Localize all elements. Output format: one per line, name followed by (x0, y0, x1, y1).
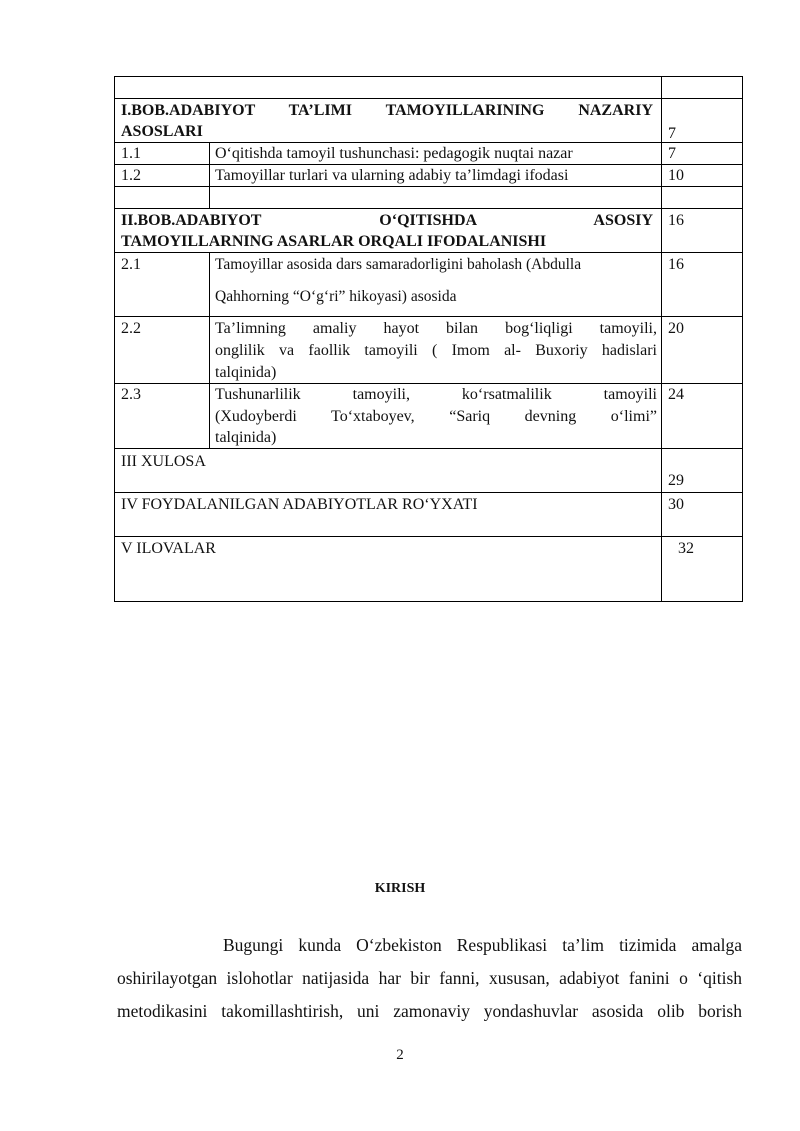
toc-section-title: Qahhorning “O‘g‘ri” hikoyasi) asosida (215, 288, 457, 305)
toc-page-number: 20 (668, 320, 684, 337)
toc-section-title: O‘qitishda tamoyil tushunchasi: pedagogik nuqtai nazar (215, 145, 573, 162)
toc-section-number: 2.3 (121, 386, 141, 403)
toc-section-title: III XULOSA (121, 453, 206, 470)
toc-page-number: 30 (668, 496, 684, 513)
toc-section-title: talqinida) (215, 364, 277, 381)
table-border (115, 536, 743, 537)
table-border (209, 252, 210, 448)
intro-paragraph (117, 929, 742, 1028)
toc-section-title: Tamoyillar turlari va ularning adabiy ta’limdagi ifodasi (215, 167, 569, 184)
page-number: 2 (396, 1047, 404, 1063)
paragraph-line: Bugungi kunda O‘zbekiston Respublikasi ta’lim tizimida amalga (223, 935, 742, 955)
toc-page-number: 32 (678, 540, 694, 557)
paragraph-line: metodikasini takomillashtirish, uni zamonaviy yondashuvlar asosida olib borish (117, 1001, 742, 1021)
toc-chapter-title: TAMOYILLARNING ASARLAR ORQALI IFODALANISHI (121, 233, 547, 250)
toc-section-title: (Xudoyberdi To‘xtaboyev, “Sariq devning o‘limi” (215, 408, 657, 425)
toc-section-title: onglilik va faollik tamoyili ( Imom al- Buxoriy hadislari (215, 342, 657, 359)
section-heading: KIRISH (374, 881, 426, 896)
toc-section-title: Tamoyillar asosida dars samaradorligini baholash (Abdulla (215, 256, 582, 273)
table-border (115, 208, 743, 209)
toc-chapter-title: ASOSLARI (121, 123, 203, 140)
table-border (115, 76, 743, 77)
toc-chapter-title: I.BOB.ADABIYOT TA’LIMI TAMOYILLARINING NAZARIY (121, 102, 653, 119)
table-border (115, 448, 743, 449)
table-border (742, 76, 743, 602)
toc-section-number: 1.2 (121, 167, 141, 184)
toc-section-title: IV FOYDALANILGAN ADABIYOTLAR RO‘YXATI (121, 496, 478, 513)
toc-section-title: V ILOVALAR (121, 540, 216, 557)
table-border (115, 98, 743, 99)
toc-page-number: 7 (668, 145, 676, 162)
toc-section-number: 2.1 (121, 256, 141, 273)
toc-section-title: Tushunarlilik tamoyili, ko‘rsatmalilik tamoyili (215, 386, 657, 403)
table-border (209, 142, 210, 186)
toc-chapter-title: II.BOB.ADABIYOT O‘QITISHDA ASOSIY (121, 212, 653, 229)
toc-page-number: 29 (668, 472, 684, 489)
table-border (661, 76, 662, 602)
toc-section-title: Ta’limning amaliy hayot bilan bog‘liqligi tamoyili, (215, 320, 657, 337)
table-of-contents (114, 76, 743, 602)
toc-section-title: talqinida) (215, 429, 277, 446)
toc-page-number: 16 (668, 212, 684, 229)
toc-page-number: 10 (668, 167, 684, 184)
toc-page-number: 7 (668, 125, 676, 142)
toc-section-number: 2.2 (121, 320, 141, 337)
toc-page-number: 16 (668, 256, 684, 273)
paragraph-line: oshirilayotgan islohotlar natijasida har bir fanni, xususan, adabiyot fanini o ‘qitish (117, 968, 742, 988)
toc-section-number: 1.1 (121, 145, 141, 162)
toc-page-number: 24 (668, 386, 684, 403)
table-border (209, 186, 210, 208)
table-border (115, 492, 743, 493)
